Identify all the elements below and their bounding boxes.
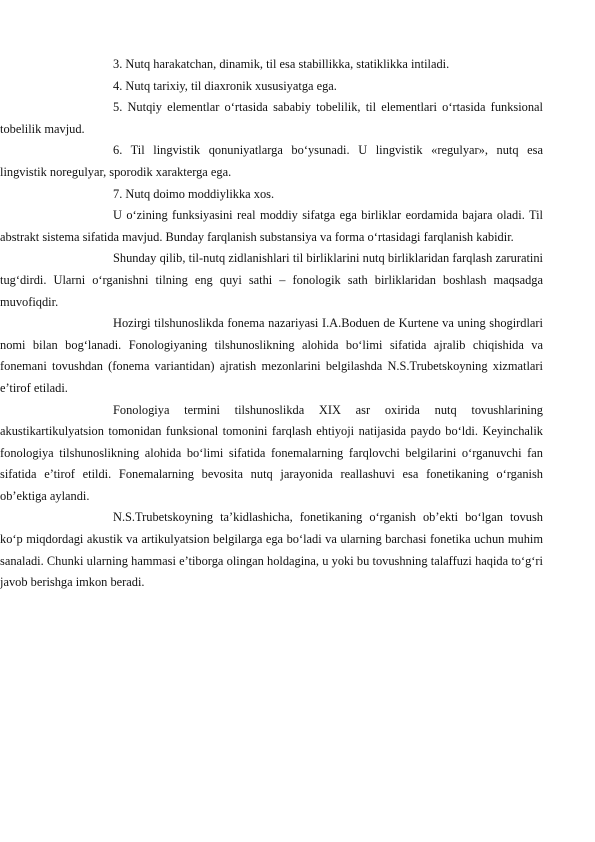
paragraph-phonology-term: Fonologiya termini tilshunoslikda XIX asr oxirida nutq tovushlarining akustikartikulyatsion tomonidan funksional tomonini farqlash ehtiyoji natijasida paydo bo‘ldi. Keyinchalik fonologiya tilshunoslikning alohida bo‘limi sifatida fonemalarning farqlovchi belgilarini o‘rganuvchi fan sifatida e’tirof etildi. Fonemalarning bevosita nutq jarayonida reallashuvi esa fonetikaning o‘rganish ob’ektiga aylandi. <box>0 402 543 503</box>
paragraph-conclusion: Shunday qilib, til-nutq zidlanishlari til birliklarini nutq birliklaridan farqlash zaruratini tug‘dirdi. Ularni o‘rganishni tilning eng quyi sathi – fonologik sath birliklaridan boshlash maqsadga muvofiqdir. <box>0 251 543 309</box>
document-body <box>0 54 543 594</box>
paragraph-function: U o‘zining funksiyasini real moddiy sifatga ega birliklar eordamida bajara oladi. Til abstrakt sistema sifatida mavjud. Bunday farqlanish substansiya va forma o‘rtasidagi farqlanish kabidir. <box>0 208 543 244</box>
paragraph-point-5: 5. Nutqiy elementlar o‘rtasida sababiy tobelilik, til elementlari o‘rtasida funksional tobelilik mavjud. <box>0 100 543 136</box>
paragraph-point-6: 6. Til lingvistik qonuniyatlarga bo‘ysunadi. U lingvistik «regulyar», nutq esa lingvistik noregulyar, sporodik xarakterga ega. <box>0 143 543 179</box>
paragraph-point-7: 7. Nutq doimo moddiylikka xos. <box>113 186 275 201</box>
paragraph-point-4: 4. Nutq tarixiy, til diaxronik xususiyatga ega. <box>113 78 337 93</box>
paragraph-phoneme-theory: Hozirgi tilshunoslikda fonema nazariyasi I.A.Boduen de Kurtene va uning shogirdlari nomi bilan bog‘lanadi. Fonologiyaning tilshunoslikning alohida bo‘limi sifatida ajralib chiqishida va fonemani tovushdan (fonema variantidan) ajratish mezonlarini belgilashda N.S.Trubetskoyning xizmatlari e’tirof etiladi. <box>0 316 543 395</box>
paragraph-point-3: 3. Nutq harakatchan, dinamik, til esa stabillikka, statiklikka intiladi. <box>113 57 450 71</box>
paragraph-wrap <box>0 54 543 594</box>
paragraph-trubetskoy: N.S.Trubetskoyning ta’kidlashicha, fonetikaning o‘rganish ob’ekti bo‘lgan tovush ko‘p miqdordagi akustik va artikulyatsion belgilarga ega bo‘ladi va ularning barchasi fonetika uchun muhim sanaladi. Chunki ularning hammasi e’tiborga olingan holdagina, u yoki bu tovushning talaffuzi haqida to‘g‘ri javob berishga imkon beradi. <box>0 510 543 590</box>
